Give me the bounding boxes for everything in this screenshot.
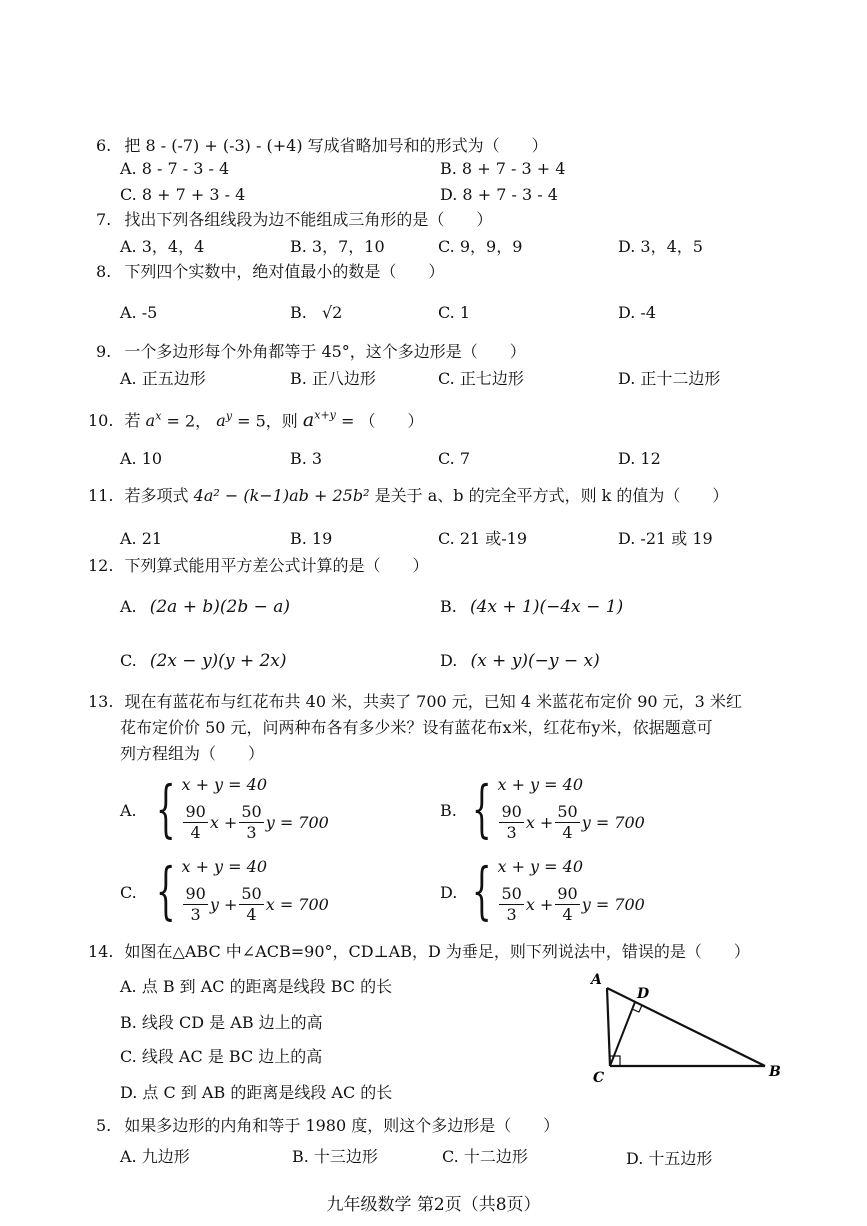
q14-option-c: C. 线段 AC 是 BC 边上的高 — [120, 1047, 323, 1066]
q10-stem-prefix: 若 — [124, 411, 141, 431]
q14-stem: 如图在△ABC 中∠ACB=90°，CD⊥AB，D 为垂足，则下列说法中，错误的是（ ） — [124, 942, 750, 961]
edge-ac — [607, 988, 610, 1066]
q13-d-v2: y = 700 — [581, 894, 645, 914]
q13-c-v2: x = 700 — [265, 894, 329, 914]
q8-option-c: C. 1 — [438, 303, 471, 322]
q7-option-d: D. 3，4，5 — [618, 237, 703, 256]
q10-option-d: D. 12 — [618, 449, 661, 468]
q11-option-b: B. 19 — [290, 529, 333, 548]
q13-c-brace: { — [155, 854, 176, 927]
q13-option-a-label: A. — [120, 801, 137, 820]
q14-option-a: A. 点 B 到 AC 的距离是线段 BC 的长 — [120, 977, 393, 996]
q7-number: 7. — [96, 210, 112, 229]
q13-stem-line-1 — [88, 692, 742, 712]
q10-e1-exp: x — [155, 410, 162, 423]
q10-option-c: C. 7 — [438, 449, 471, 468]
q15-stem: 如果多边形的内角和等于 1980 度，则这个多边形是（ ） — [124, 1116, 560, 1135]
q13-stem-1: 现在有蓝花布与红花布共 40 米，共卖了 700 元，已知 4 米蓝花布定价 90 元，3 米红 — [124, 692, 742, 711]
q13-b-eq1: x + y = 40 — [497, 775, 584, 794]
q10-expr-3 — [303, 409, 336, 431]
q6-number: 6. — [96, 136, 112, 155]
q6-option-d: D. 8 + 7 - 3 - 4 — [440, 185, 558, 204]
q12-option-b-expr: (4x + 1)(−4x − 1) — [469, 597, 624, 617]
q9-stem-line — [96, 342, 526, 362]
q13-a-f2-num: 50 — [241, 801, 262, 821]
q13-stem-3: 列方程组为（ ） — [120, 744, 265, 763]
q12-option-c-label: C. — [120, 651, 137, 670]
q13-c-f2-num: 50 — [241, 883, 262, 903]
q8-stem-line — [96, 262, 444, 282]
q13-a-f2-den: 3 — [246, 822, 257, 842]
q11-stem-suffix: 是关于 a、b 的完全平方式，则 k 的值为（ ） — [374, 486, 729, 505]
q12-option-b — [440, 596, 623, 618]
q14-triangle-figure — [585, 968, 790, 1086]
q11-stem-line — [88, 486, 728, 506]
q13-b-f1-num: 90 — [501, 801, 522, 821]
q10-expr-1 — [146, 411, 162, 430]
q9-option-a: A. 正五边形 — [120, 369, 206, 388]
q13-option-c-system — [152, 854, 329, 928]
q10-option-a: A. 10 — [120, 449, 163, 468]
q6-stem: 把 8 - (-7) + (-3) - (+4) 写成省略加号和的形式为（ ） — [124, 136, 548, 155]
q13-option-b-label: B. — [440, 801, 457, 820]
q13-b-f2-num: 50 — [557, 801, 578, 821]
label-b: B — [769, 1064, 781, 1080]
q13-option-d-label: D. — [440, 883, 458, 902]
label-c: C — [593, 1070, 605, 1086]
q13-a-f1-num: 90 — [185, 801, 206, 821]
q14-number: 14. — [88, 942, 114, 961]
q9-option-b: B. 正八边形 — [290, 369, 376, 388]
q6-option-b: B. 8 + 7 - 3 + 4 — [440, 159, 566, 178]
q11-number: 11. — [88, 486, 114, 505]
q13-c-f2-den: 4 — [246, 904, 257, 924]
q7-option-a: A. 3，4，4 — [120, 237, 205, 256]
q6-option-a: A. 8 - 7 - 3 - 4 — [120, 159, 230, 178]
q14-option-b: B. 线段 CD 是 AB 边上的高 — [120, 1013, 323, 1032]
q15-stem-line — [96, 1116, 559, 1136]
q13-c-eq2 — [181, 880, 328, 928]
q8-number: 8. — [96, 262, 112, 281]
label-d: D — [637, 986, 650, 1002]
q13-d-brace: { — [471, 854, 492, 927]
q13-b-brace: { — [471, 772, 492, 845]
q9-number: 9. — [96, 342, 112, 361]
q10-e3-rest: = （ ） — [335, 411, 424, 431]
q12-stem: 下列算式能用平方差公式计算的是（ ） — [124, 556, 429, 575]
q13-d-f1-num: 50 — [501, 883, 522, 903]
q10-e1-base: a — [145, 411, 156, 431]
label-a: A — [591, 972, 602, 988]
q8-option-d: D. -4 — [618, 303, 657, 322]
q15-option-a: A. 九边形 — [120, 1147, 190, 1166]
q13-a-brace: { — [155, 772, 176, 845]
q15-number: 5. — [96, 1116, 112, 1135]
q7-stem-line — [96, 210, 492, 230]
q15-option-b: B. 十三边形 — [292, 1147, 378, 1166]
q10-option-b: B. 3 — [290, 449, 323, 468]
q12-option-c-expr: (2x − y)(y + 2x) — [149, 651, 287, 671]
q13-d-f2-num: 90 — [557, 883, 578, 903]
q13-a-f1-den: 4 — [190, 822, 201, 842]
q11-option-d: D. -21 或 19 — [618, 529, 713, 548]
q10-e2-exp: y — [225, 410, 233, 423]
q13-c-f1-den: 3 — [190, 904, 201, 924]
q7-option-b: B. 3，7，10 — [290, 237, 385, 256]
q13-option-d-system — [468, 854, 645, 928]
q11-option-a: A. 21 — [120, 529, 163, 548]
q14-option-d: D. 点 C 到 AB 的距离是线段 AC 的长 — [120, 1083, 393, 1102]
q13-option-b-system — [468, 772, 645, 846]
page-footer: 九年级数学 第2页（共8页） — [326, 1195, 541, 1215]
q12-stem-line — [88, 556, 429, 576]
q11-polynomial: 4a² − (k−1)ab + 25b² — [193, 486, 370, 505]
q12-option-a-expr: (2a + b)(2b − a) — [149, 597, 291, 617]
q14-stem-line — [88, 942, 750, 962]
q13-b-eq2 — [497, 798, 644, 846]
q9-option-d: D. 正十二边形 — [618, 369, 721, 388]
q10-e2-base: a — [216, 411, 226, 431]
q12-option-c — [120, 650, 287, 672]
q13-b-f2-den: 4 — [562, 822, 573, 842]
q13-option-a-system — [152, 772, 329, 846]
q13-stem-2: 花布定价价 50 元，问两种布各有多少米？设有蓝花布x米，红花布y米，依据题意可 — [120, 718, 713, 737]
q8-option-b-sqrt: √2 — [321, 303, 343, 322]
q10-e3-base: a — [302, 409, 315, 432]
q13-d-f1-den: 3 — [506, 904, 517, 924]
q10-stem-line — [88, 406, 423, 431]
q13-c-v1: y + — [209, 894, 238, 914]
q15-option-d: D. 十五边形 — [626, 1149, 713, 1168]
q8-option-a: A. -5 — [120, 303, 158, 322]
q12-option-b-label: B. — [440, 597, 457, 616]
q7-stem: 找出下列各组线段为边不能组成三角形的是（ ） — [124, 210, 493, 229]
q8-stem: 下列四个实数中，绝对值最小的数是（ ） — [124, 262, 445, 281]
q13-number: 13. — [88, 692, 114, 711]
q12-option-a-label: A. — [120, 597, 137, 616]
q13-a-eq1: x + y = 40 — [181, 775, 268, 794]
q13-b-v2: y = 700 — [581, 812, 645, 832]
q10-e1-rest: = 2， — [161, 411, 212, 431]
q12-number: 12. — [88, 556, 114, 575]
q13-d-f2-den: 4 — [562, 904, 573, 924]
q10-e2-rest: = 5，则 — [232, 411, 298, 431]
edge-ab — [607, 988, 765, 1066]
q9-stem: 一个多边形每个外角都等于 45°，这个多边形是（ ） — [124, 342, 526, 361]
q13-a-v2: y = 700 — [265, 812, 329, 832]
q9-option-c: C. 正七边形 — [438, 369, 524, 388]
q12-option-a — [120, 596, 290, 618]
q13-a-eq2 — [181, 798, 328, 846]
q8-option-b-label: B. — [290, 303, 307, 322]
q13-c-f1-num: 90 — [185, 883, 206, 903]
q8-option-b — [290, 302, 342, 324]
q13-d-eq2 — [497, 880, 644, 928]
q12-option-d — [440, 650, 600, 672]
q13-b-v1: x + — [525, 812, 554, 832]
q13-a-v1: x + — [209, 812, 238, 832]
q6-stem-line — [96, 136, 548, 156]
q10-expr-2 — [216, 411, 232, 430]
q13-c-eq1: x + y = 40 — [181, 857, 268, 876]
q6-option-c: C. 8 + 7 + 3 - 4 — [120, 185, 246, 204]
q12-option-d-label: D. — [440, 651, 458, 670]
q13-d-eq1: x + y = 40 — [497, 857, 584, 876]
q11-stem-prefix: 若多项式 — [124, 486, 189, 505]
q15-option-c: C. 十二边形 — [442, 1147, 528, 1166]
q11-option-c: C. 21 或-19 — [438, 529, 528, 548]
q10-e3-exp: x+y — [314, 409, 336, 422]
q12-option-d-expr: (x + y)(−y − x) — [470, 651, 600, 671]
q13-d-v1: x + — [525, 894, 554, 914]
q13-b-f1-den: 3 — [506, 822, 517, 842]
q13-option-c-label: C. — [120, 883, 137, 902]
q7-option-c: C. 9，9，9 — [438, 237, 523, 256]
q10-number: 10. — [88, 411, 114, 431]
